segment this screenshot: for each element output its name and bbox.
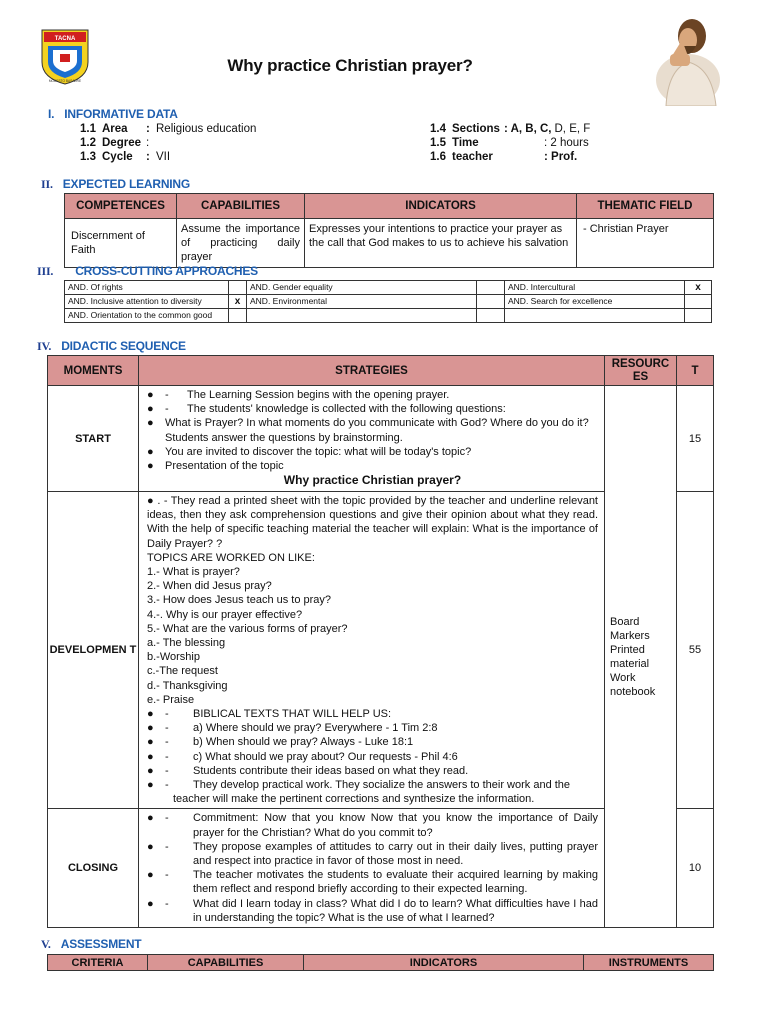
list-item: b.-Worship: [147, 651, 200, 664]
info-area: 1.1 Area : Religious education: [80, 123, 257, 135]
thematic-field-cell: - Christian Prayer: [577, 219, 714, 268]
informative-right: [430, 122, 730, 164]
list-item: ● - The students' knowledge is collected with the following questions:: [147, 403, 506, 416]
resource-item: Board: [610, 615, 640, 628]
list-item: 4.-. Why is our prayer effective?: [147, 608, 303, 621]
expected-learning-table: [64, 193, 714, 268]
col-competences: COMPETENCES: [65, 194, 177, 219]
section-number: III.: [37, 264, 54, 278]
approach-mark: [685, 295, 712, 309]
page-title: Why practice Christian prayer?: [227, 56, 473, 75]
section-expected-learning-heading: [41, 177, 190, 192]
approach-cell: [247, 309, 477, 323]
resource-item: notebook: [610, 685, 656, 698]
approach-cell: AND. Search for excellence: [505, 295, 685, 309]
list-item: ● - They propose examples of attitudes to carry out in their daily lives, putting prayer and respect into practice in favor of those most in need.: [147, 840, 598, 868]
time-development: 55: [677, 492, 714, 809]
col-capabilities: CAPABILITIES: [148, 955, 304, 971]
approach-cell: [505, 309, 685, 323]
col-time: T: [677, 356, 714, 386]
section-title: INFORMATIVE DATA: [64, 107, 178, 121]
list-item: ● - a) Where should we pray? Everywhere - 1 Tim 2:8: [147, 722, 438, 735]
info-time: 1.5 Time : 2 hours: [430, 137, 589, 149]
resource-item: Markers: [610, 629, 650, 642]
list-item: ● - b) When should we pray? Always - Luke 18:1: [147, 736, 414, 749]
section-cross-cutting-heading: [37, 264, 258, 279]
info-degree: 1.2 Degree :: [80, 137, 150, 149]
approach-mark: [477, 309, 505, 323]
list-item: ● - What did I learn today in class? What did I do to learn? What difficulties have I had in understanding the topic? What is the use of what I learned?: [147, 897, 598, 924]
list-item: ● - The teacher motivates the students to evaluate their acquired learning by making them reflect and respond briefly according to their expected learning.: [147, 869, 598, 896]
col-criteria: CRITERIA: [48, 955, 148, 971]
section-number: IV.: [37, 339, 52, 353]
start-strategies: [139, 386, 605, 492]
list-item: ● What is Prayer? In what moments do you communicate with God? Where do you do it? Students answer the questions by brainstorming.: [147, 417, 589, 444]
section-number: I.: [48, 107, 55, 121]
section-title: DIDACTIC SEQUENCE: [61, 339, 186, 353]
section-title: ASSESSMENT: [60, 937, 142, 951]
info-teacher: 1.6 teacher : Prof.: [430, 151, 578, 163]
col-thematic-field: THEMATIC FIELD: [577, 194, 714, 219]
info-cycle: 1.3 Cycle : VII: [80, 151, 171, 163]
didactic-sequence-table: [47, 355, 714, 928]
list-item: ● - BIBLICAL TEXTS THAT WILL HELP US:: [147, 708, 392, 721]
list-item: ● You are invited to discover the topic: what will be today's topic?: [147, 445, 472, 458]
capability-cell: Assume the importance of practicing daily prayer: [177, 219, 305, 268]
list-item: c.-The request: [147, 665, 218, 678]
approach-mark: [229, 281, 247, 295]
col-resources: RESOURC ES: [605, 356, 677, 386]
col-moments: MOMENTS: [48, 356, 139, 386]
section-assessment-heading: [41, 937, 141, 952]
topic-title: Why practice Christian prayer?: [283, 473, 462, 488]
logo-text-top: TACNA: [54, 36, 76, 42]
logo-text-bottom: MODESTO BASADRE: [48, 79, 82, 83]
approach-mark: [685, 309, 712, 323]
col-indicators: INDICATORS: [304, 955, 584, 971]
col-instruments: INSTRUMENTS: [584, 955, 714, 971]
moment-closing: CLOSING: [48, 809, 139, 928]
list-item: ● - c) What should we pray about? Our requests - Phil 4:6: [147, 750, 458, 763]
section-title: EXPECTED LEARNING: [62, 177, 191, 191]
list-item: 5.- What are the various forms of prayer?: [147, 622, 348, 635]
moment-development: DEVELOPMEN T: [48, 492, 139, 809]
resource-item: Work: [610, 671, 636, 684]
approach-cell: AND. Intercultural: [505, 281, 685, 295]
section-informative-data-heading: [48, 107, 178, 121]
approach-cell: AND. Orientation to the common good: [65, 309, 229, 323]
approach-mark: [229, 309, 247, 323]
informative-left: [80, 122, 400, 164]
competence-cell: Discernment of Faith: [65, 219, 177, 268]
approach-mark: x: [685, 281, 712, 295]
resources-cell: [605, 386, 677, 928]
time-closing: 10: [677, 809, 714, 928]
list-item: d.- Thanksgiving: [147, 679, 228, 692]
section-number: V.: [41, 937, 51, 951]
list-item: ● - Commitment: Now that you know Now that you know the importance of Daily prayer for the Christian? What do you commit to?: [147, 812, 598, 839]
list-item: a.- The blessing: [147, 637, 226, 650]
indicator-cell: Expresses your intentions to practice your prayer as the call that God makes to us to achieve his salvation: [305, 219, 577, 268]
development-intro: ● . - They read a printed sheet with the topic provided by the teacher and underline relevant ideas, then they ask comprehension questions and give their opinion about what they read. With the help of specific teaching material the teacher will explain: What is the importance of Daily Prayer? ?: [147, 495, 598, 550]
list-item: ● - The Learning Session begins with the opening prayer.: [147, 389, 450, 401]
section-title: CROSS-CUTTING APPROACHES: [75, 264, 258, 278]
time-start: 15: [677, 386, 714, 492]
row-start: [48, 386, 714, 492]
list-item: 2.- When did Jesus pray?: [147, 580, 272, 593]
col-capabilities: CAPABILITIES: [177, 194, 305, 219]
approach-cell: AND. Environmental: [247, 295, 477, 309]
cross-cutting-table: [64, 280, 712, 323]
col-strategies: STRATEGIES: [139, 356, 605, 386]
list-item: 1.- What is prayer?: [147, 566, 240, 579]
col-indicators: INDICATORS: [305, 194, 577, 219]
approach-cell: AND. Of rights: [65, 281, 229, 295]
approach-cell: AND. Inclusive attention to diversity: [65, 295, 229, 309]
development-strategies: [139, 492, 605, 809]
assessment-table: [47, 954, 714, 971]
list-item: ● Presentation of the topic: [147, 460, 284, 473]
moment-start: START: [48, 386, 139, 492]
list-item: 3.- How does Jesus teach us to pray?: [147, 594, 332, 607]
approach-mark: [477, 295, 505, 309]
list-item: TOPICS ARE WORKED ON LIKE:: [147, 551, 315, 564]
approach-mark: x: [229, 295, 247, 309]
resource-item: material: [610, 657, 650, 670]
list-item: ● - Students contribute their ideas based on what they read.: [147, 764, 469, 777]
list-item: ● - They develop practical work. They socialize the answers to their work and the teacher will make the pertinent corrections and synthesize the information.: [147, 779, 571, 806]
approach-mark: [477, 281, 505, 295]
closing-strategies: [139, 809, 605, 928]
resource-item: Printed: [610, 643, 645, 656]
approach-cell: AND. Gender equality: [247, 281, 477, 295]
section-didactic-sequence-heading: [37, 339, 186, 354]
list-item: e.- Praise: [147, 693, 195, 706]
section-number: II.: [41, 177, 53, 191]
info-sections: 1.4 Sections : A, B, C, D, E, F: [430, 123, 591, 135]
